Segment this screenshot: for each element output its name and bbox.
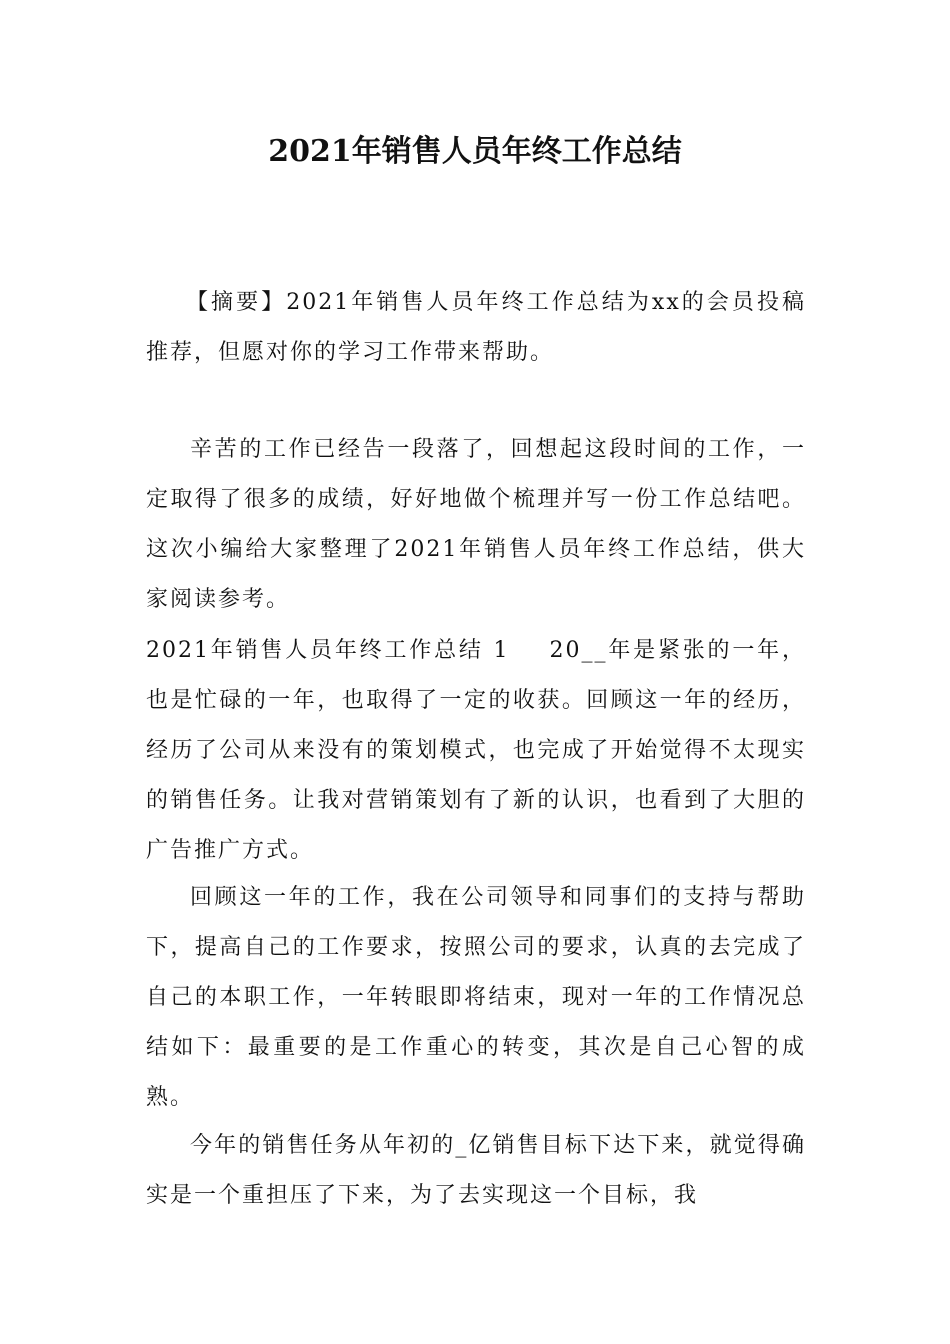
- intro-paragraph: 辛苦的工作已经告一段落了，回想起这段时间的工作，一定取得了很多的成绩，好好地做个梳理并写一份工作总结吧。这次小编给大家整理了2021年销售人员年终工作总结，供大家阅读参考。: [146, 437, 806, 612]
- section-paragraph: [146, 626, 806, 876]
- target-paragraph: 今年的销售任务从年初的_亿销售目标下达下来，就觉得确实是一个重担压了下来，为了去实现这一个目标，我: [146, 1133, 806, 1208]
- review-paragraph: 回顾这一年的工作，我在公司领导和同事们的支持与帮助下，提高自己的工作要求，按照公司的要求，认真的去完成了自己的本职工作，一年转眼即将结束，现对一年的工作情况总结如下：最重要的是工作重心的转变，其次是自己心智的成熟。: [146, 885, 806, 1110]
- section-heading: 2021年销售人员年终工作总结 1: [146, 638, 510, 663]
- document-title: 2021年销售人员年终工作总结: [268, 134, 682, 169]
- abstract-paragraph: 【摘要】2021年销售人员年终工作总结为xx的会员投稿推荐，但愿对你的学习工作带来帮助。: [146, 290, 806, 365]
- section-first-text: 20__年是紧张的一年，也是忙碌的一年，也取得了一定的收获。回顾这一年的经历，经历了公司从来没有的策划模式，也完成了开始觉得不太现实的销售任务。让我对营销策划有了新的认识，也看到了大胆的广告推广方式。: [146, 638, 806, 863]
